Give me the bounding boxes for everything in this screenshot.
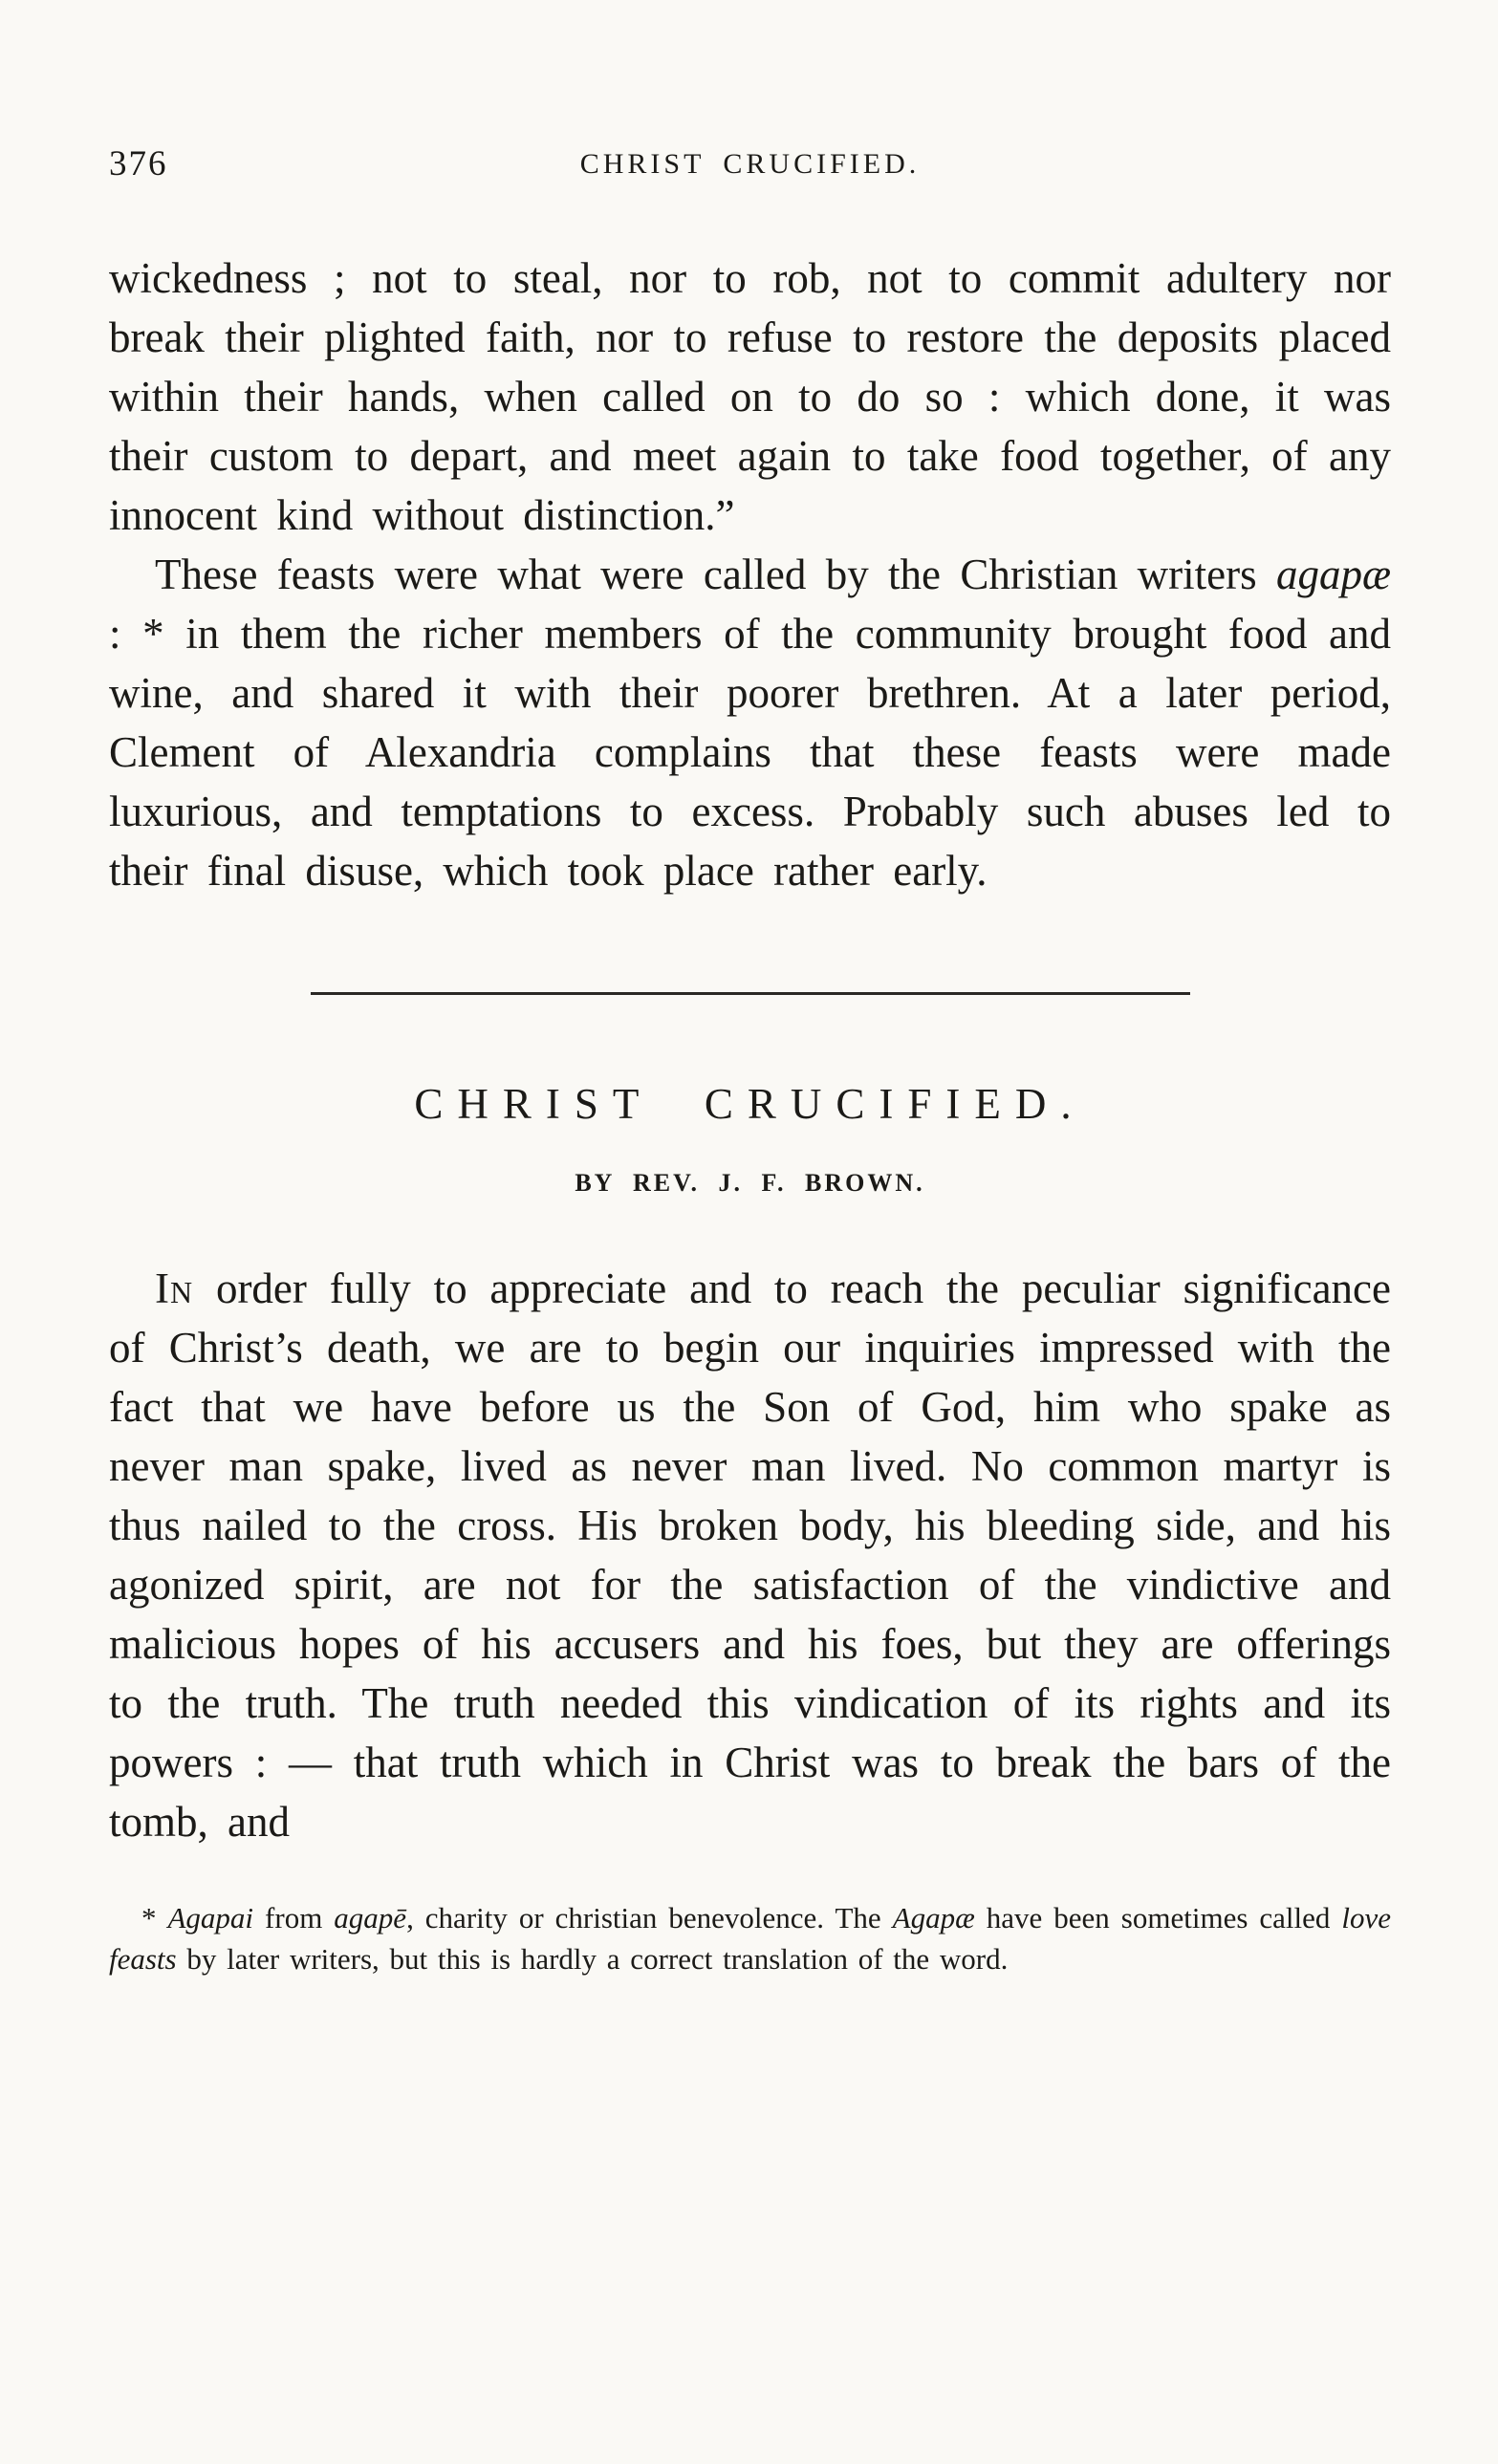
section-divider <box>311 992 1190 995</box>
footnote-marker: * <box>141 1901 168 1934</box>
footnote-text: by later writers, but this is hardly a correct translation of the word. <box>176 1942 1009 1976</box>
footnote-text: have been sometimes called <box>974 1901 1342 1934</box>
page-body <box>109 249 1391 1979</box>
paragraph-text: : * in them the richer members of the community brought food and wine, and shared it with their poorer brethren. At a later period, Clement of Alexandria complains that these feasts were made luxurious, and temptations to excess. Probably such abuses led to their final disuse, which took place rather early. <box>109 610 1391 895</box>
footnote-text: from <box>253 1901 335 1934</box>
paragraph-text: order fully to appreciate and to reach the peculiar significance of Christ’s death, we are to begin our inquiries impressed with the fact that we have before us the Son of God, him who spake as never man spake, lived as never man lived. No common martyr is thus nailed to the cross. His broken body, his bleeding side, and his agonized spirit, are not for the satisfaction of the vindictive and malicious hopes of his accusers and his foes, but they are offerings to the truth. The truth needed this vindication of its rights and its powers : — that truth which in Christ was to break the bars of the tomb, and <box>109 1264 1391 1846</box>
page-number: 376 <box>109 144 168 184</box>
footnote-text: , charity or christian benevolence. The <box>406 1901 893 1934</box>
page-header <box>109 143 1391 191</box>
paragraph-text: wickedness ; not to steal, nor to rob, not to commit adultery nor break their plighted faith, nor to refuse to restore the deposits placed within their hands, when called on to do so : which done, it was their custom to depart, and meet again to take food together, of any innocent kind without distinction.” <box>109 254 1391 539</box>
italic-term: Agapæ <box>892 1901 975 1934</box>
running-header-title: CHRIST CRUCIFIED. <box>579 148 921 180</box>
italic-term: agapæ <box>1275 551 1391 598</box>
italic-term: love feasts <box>109 1901 1392 1976</box>
section-title: CHRIST CRUCIFIED. <box>414 1080 1086 1128</box>
italic-term: agapē <box>334 1901 407 1934</box>
continuation-paragraph <box>109 249 1391 545</box>
paragraph-text: These feasts were what were called by the Christian writers <box>155 551 1276 598</box>
italic-term: Agapai <box>167 1901 254 1934</box>
footnote <box>109 1897 1391 1979</box>
section-byline: BY REV. J. F. BROWN. <box>575 1169 925 1197</box>
opening-paragraph <box>109 1259 1391 1851</box>
smallcaps-lead-word: In <box>155 1264 194 1312</box>
agape-paragraph <box>109 545 1391 900</box>
